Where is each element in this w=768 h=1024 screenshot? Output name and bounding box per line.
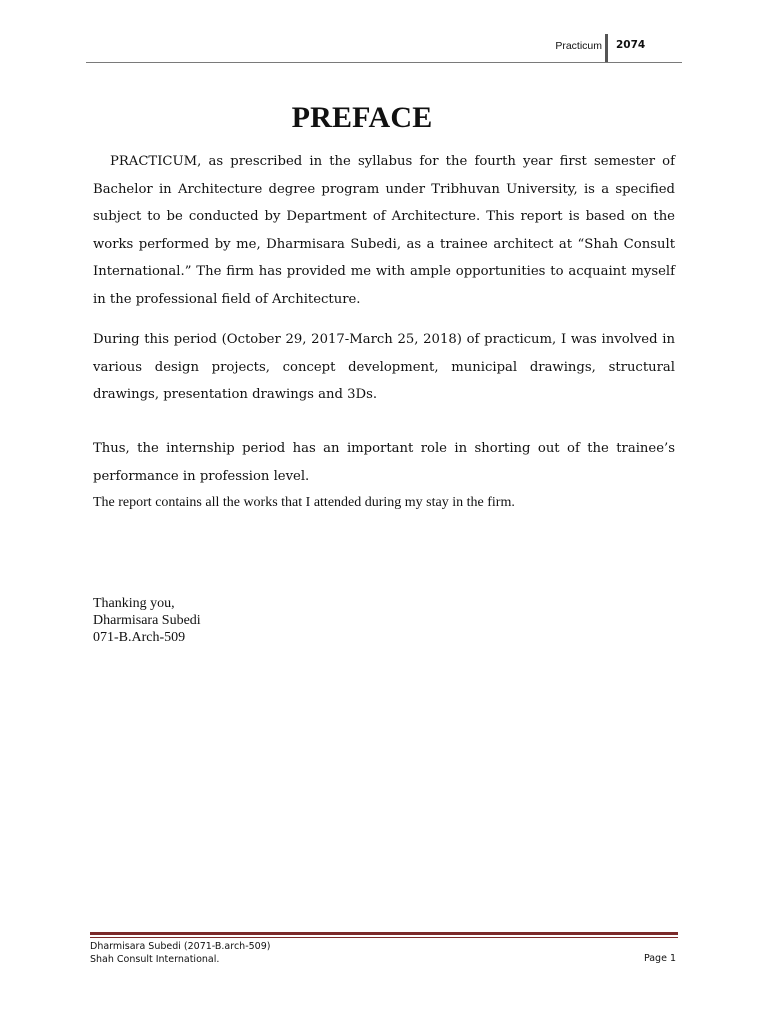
footer-rule-thin bbox=[90, 937, 678, 938]
header-divider bbox=[605, 34, 608, 63]
footer-firm: Shah Consult International. bbox=[90, 954, 220, 965]
signoff-name: Dharmisara Subedi bbox=[93, 613, 201, 628]
header-label: Practicum bbox=[555, 40, 602, 52]
preface-paragraph-2: During this period (October 29, 2017-March 25, 2018) of practicum, I was involved in various design projects, concept development, municipal drawings, structural drawings, presentation drawings and 3Ds. bbox=[93, 332, 675, 402]
footer-page-number: Page 1 bbox=[643, 953, 676, 964]
preface-paragraph-3: Thus, the internship period has an important role in shorting out of the trainee’s performance in profession level. bbox=[93, 441, 675, 484]
signoff-thanks: Thanking you, bbox=[93, 596, 175, 611]
footer-author: Dharmisara Subedi (2071-B.arch-509) bbox=[90, 941, 271, 952]
footer-author-block bbox=[90, 940, 270, 966]
preface-paragraph-1: PRACTICUM, as prescribed in the syllabus for the fourth year first semester of Bachelor in Architecture degree program under Tribhuvan University, is a specified subject to be conducted by Department of Architecture. This report is based on the works performed by me, Dharmisara Subedi, as a trainee architect at “Shah Consult International.” The firm has provided me with ample opportunities to acquaint myself in the professional field of Architecture. bbox=[93, 154, 675, 307]
header-rule bbox=[86, 62, 682, 63]
signoff-roll-number: 071-B.Arch-509 bbox=[93, 630, 186, 645]
report-statement: The report contains all the works that I attended during my stay in the firm. bbox=[93, 495, 515, 510]
page-title: PREFACE bbox=[291, 101, 433, 134]
header-year: 2074 bbox=[616, 39, 646, 51]
footer-rule-thick bbox=[90, 932, 678, 935]
